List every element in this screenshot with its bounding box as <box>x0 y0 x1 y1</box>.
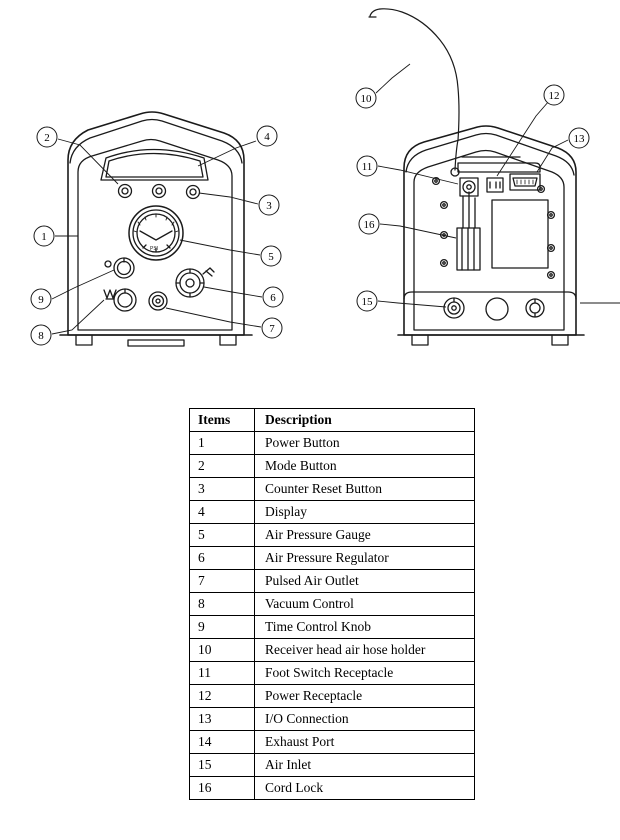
item-description: Display <box>255 501 475 524</box>
table-row <box>190 708 475 731</box>
svg-text:11: 11 <box>361 161 373 173</box>
column-header-description: Description <box>255 409 475 432</box>
item-number: 1 <box>190 432 255 455</box>
column-header-items: Items <box>190 409 255 432</box>
item-description: Power Button <box>255 432 475 455</box>
item-description: Mode Button <box>255 455 475 478</box>
svg-text:13: 13 <box>573 133 585 145</box>
table-row <box>190 524 475 547</box>
item-description: Power Receptacle <box>255 685 475 708</box>
callout-11 <box>357 156 377 176</box>
svg-text:6: 6 <box>270 292 276 304</box>
parts-table <box>189 408 475 800</box>
table-row <box>190 754 475 777</box>
table-row <box>190 777 475 800</box>
table-row <box>190 731 475 754</box>
table-row <box>190 501 475 524</box>
table-row <box>190 662 475 685</box>
svg-text:2: 2 <box>44 132 50 144</box>
svg-text:7: 7 <box>269 323 275 335</box>
item-number: 12 <box>190 685 255 708</box>
svg-text:4: 4 <box>264 131 270 143</box>
item-description: Foot Switch Receptacle <box>255 662 475 685</box>
svg-text:10: 10 <box>360 93 372 105</box>
item-number: 4 <box>190 501 255 524</box>
callout-1 <box>34 226 54 246</box>
item-number: 16 <box>190 777 255 800</box>
callout-12 <box>544 85 564 105</box>
table-row <box>190 455 475 478</box>
item-number: 7 <box>190 570 255 593</box>
item-number: 8 <box>190 593 255 616</box>
svg-text:15: 15 <box>361 296 373 308</box>
table-row <box>190 547 475 570</box>
callout-3 <box>259 195 279 215</box>
item-number: 14 <box>190 731 255 754</box>
item-number: 2 <box>190 455 255 478</box>
device-diagram <box>0 0 620 390</box>
item-description: Exhaust Port <box>255 731 475 754</box>
callout-4 <box>257 126 277 146</box>
item-number: 11 <box>190 662 255 685</box>
item-number: 5 <box>190 524 255 547</box>
item-description: Cord Lock <box>255 777 475 800</box>
item-number: 10 <box>190 639 255 662</box>
parts-table-container <box>189 408 475 800</box>
item-description: I/O Connection <box>255 708 475 731</box>
svg-text:3: 3 <box>266 200 272 212</box>
callout-10 <box>356 88 376 108</box>
callout-16 <box>359 214 379 234</box>
callout-15 <box>357 291 377 311</box>
svg-text:16: 16 <box>363 219 375 231</box>
callout-9 <box>31 289 51 309</box>
item-number: 13 <box>190 708 255 731</box>
item-description: Time Control Knob <box>255 616 475 639</box>
item-description: Air Inlet <box>255 754 475 777</box>
svg-text:9: 9 <box>38 294 44 306</box>
table-row <box>190 593 475 616</box>
callout-7 <box>262 318 282 338</box>
svg-text:12: 12 <box>548 90 560 102</box>
table-row <box>190 639 475 662</box>
svg-text:1: 1 <box>41 231 47 243</box>
item-description: Vacuum Control <box>255 593 475 616</box>
table-row <box>190 478 475 501</box>
item-description: Counter Reset Button <box>255 478 475 501</box>
svg-text:PSI: PSI <box>150 246 159 252</box>
table-header-row <box>190 409 475 432</box>
callout-5 <box>261 246 281 266</box>
table-row <box>190 432 475 455</box>
item-description: Air Pressure Regulator <box>255 547 475 570</box>
item-number: 6 <box>190 547 255 570</box>
item-number: 15 <box>190 754 255 777</box>
callout-6 <box>263 287 283 307</box>
back-panel-view <box>369 9 584 345</box>
svg-text:8: 8 <box>38 330 44 342</box>
diagram-illustration <box>0 0 620 390</box>
callout-8 <box>31 325 51 345</box>
front-panel-view <box>60 112 252 346</box>
item-number: 3 <box>190 478 255 501</box>
svg-text:5: 5 <box>268 251 274 263</box>
callout-13 <box>569 128 589 148</box>
callout-2 <box>37 127 57 147</box>
table-row <box>190 616 475 639</box>
item-number: 9 <box>190 616 255 639</box>
item-description: Receiver head air hose holder <box>255 639 475 662</box>
item-description: Air Pressure Gauge <box>255 524 475 547</box>
item-description: Pulsed Air Outlet <box>255 570 475 593</box>
table-row <box>190 685 475 708</box>
table-row <box>190 570 475 593</box>
